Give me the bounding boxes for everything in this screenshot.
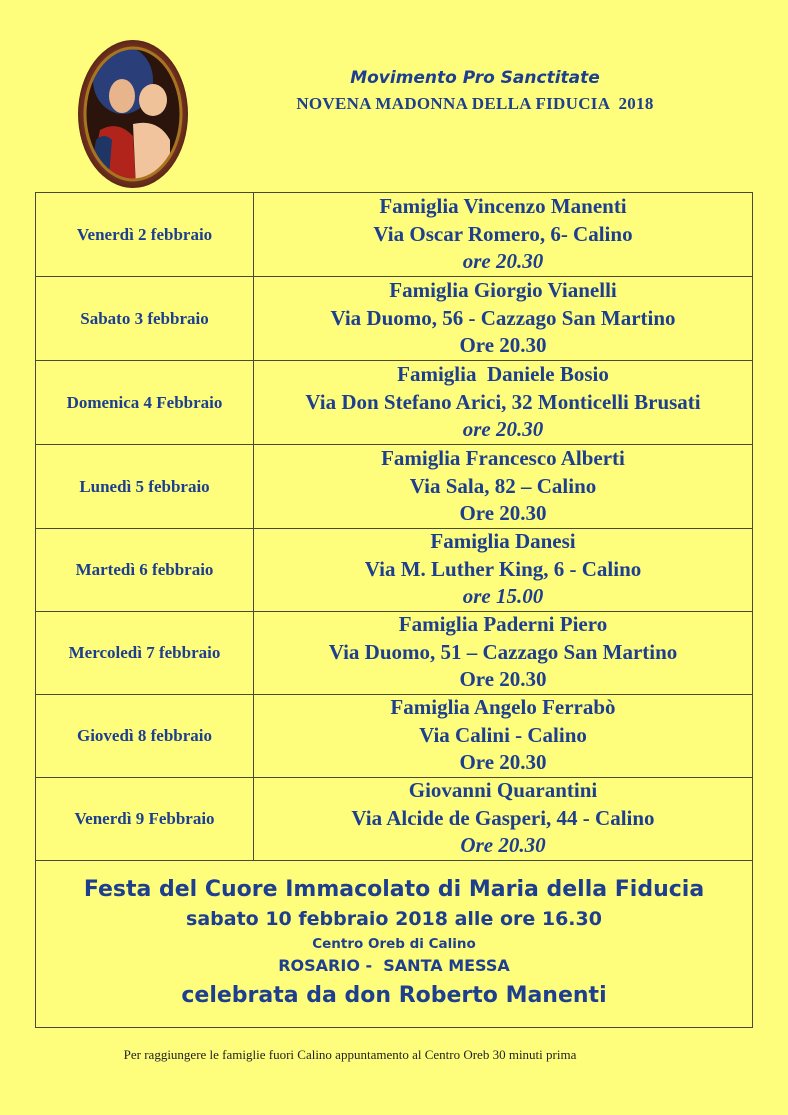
schedule-table: [35, 192, 753, 1028]
schedule-address: Via Duomo, 56 - Cazzago San Martino: [330, 305, 676, 330]
schedule-row: [36, 277, 752, 361]
schedule-row: [36, 528, 752, 612]
schedule-address: Via Alcide de Gasperi, 44 - Calino: [351, 805, 655, 830]
festa-title: Festa del Cuore Immacolato di Maria della Fiducia: [83, 877, 705, 902]
schedule-address: Via Calini - Calino: [419, 722, 587, 747]
schedule-time: Ore 20.30: [459, 750, 547, 775]
schedule-address: Via Sala, 82 – Calino: [409, 473, 597, 498]
schedule-address: Via Oscar Romero, 6- Calino: [373, 221, 633, 246]
festa-date: sabato 10 febbraio 2018 alle ore 16.30: [186, 908, 602, 930]
schedule-details: [254, 361, 752, 444]
schedule-address: Via M. Luther King, 6 - Calino: [364, 556, 642, 581]
organization-name: Movimento Pro Sanctitate: [350, 68, 600, 88]
schedule-family: Famiglia Danesi: [430, 529, 576, 554]
schedule-family: Famiglia Daniele Bosio: [397, 362, 609, 387]
schedule-row: [36, 193, 752, 277]
schedule-day: Mercoledì 7 febbraio: [36, 611, 254, 694]
schedule-address: Via Don Stefano Arici, 32 Monticelli Brusati: [305, 389, 701, 414]
schedule-day: Martedì 6 febbraio: [36, 528, 254, 611]
schedule-day: Sabato 3 febbraio: [36, 277, 254, 360]
schedule-row: [36, 445, 752, 529]
schedule-day: Lunedì 5 febbraio: [36, 445, 254, 528]
document-title: NOVENA MADONNA DELLA FIDUCIA 2018: [296, 94, 654, 113]
schedule-time: Ore 20.30: [459, 501, 547, 526]
schedule-details: [254, 277, 752, 360]
schedule-time: ore 15.00: [462, 584, 544, 609]
schedule-day: Domenica 4 Febbraio: [36, 361, 254, 444]
festa-venue: Centro Oreb di Calino: [312, 936, 476, 952]
schedule-time: ore 20.30: [462, 417, 544, 442]
schedule-day: Giovedì 8 febbraio: [36, 694, 254, 777]
schedule-row: [36, 777, 752, 861]
schedule-details: [254, 611, 752, 694]
schedule-time: ore 20.30: [462, 249, 544, 274]
schedule-details: [254, 777, 752, 860]
schedule-family: Famiglia Francesco Alberti: [381, 446, 625, 471]
schedule-row: [36, 694, 752, 778]
schedule-row: [36, 361, 752, 445]
schedule-family: Famiglia Giorgio Vianelli: [389, 278, 617, 303]
footer-note: Per raggiungere le famiglie fuori Calino appuntamento al Centro Oreb 30 minuti prima: [123, 1047, 577, 1062]
schedule-time: Ore 20.30: [459, 333, 547, 358]
festa-program: ROSARIO - SANTA MESSA: [278, 956, 510, 975]
schedule-row: [36, 611, 752, 695]
madonna-portrait-image: [78, 40, 188, 188]
schedule-family: Giovanni Quarantini: [408, 778, 598, 803]
schedule-time: Ore 20.30: [460, 833, 546, 858]
schedule-time: Ore 20.30: [459, 667, 547, 692]
schedule-day: Venerdì 9 Febbraio: [36, 777, 254, 860]
schedule-address: Via Duomo, 51 – Cazzago San Martino: [328, 639, 678, 664]
festa-celebrant: celebrata da don Roberto Manenti: [181, 983, 607, 1008]
schedule-day: Venerdì 2 febbraio: [36, 193, 254, 276]
schedule-family: Famiglia Angelo Ferrabò: [390, 695, 616, 720]
schedule-family: Famiglia Paderni Piero: [398, 612, 608, 637]
schedule-details: [254, 193, 752, 276]
schedule-family: Famiglia Vincenzo Manenti: [379, 194, 627, 219]
schedule-details: [254, 528, 752, 611]
festa-announcement: [36, 861, 752, 1027]
schedule-details: [254, 445, 752, 528]
schedule-details: [254, 694, 752, 777]
